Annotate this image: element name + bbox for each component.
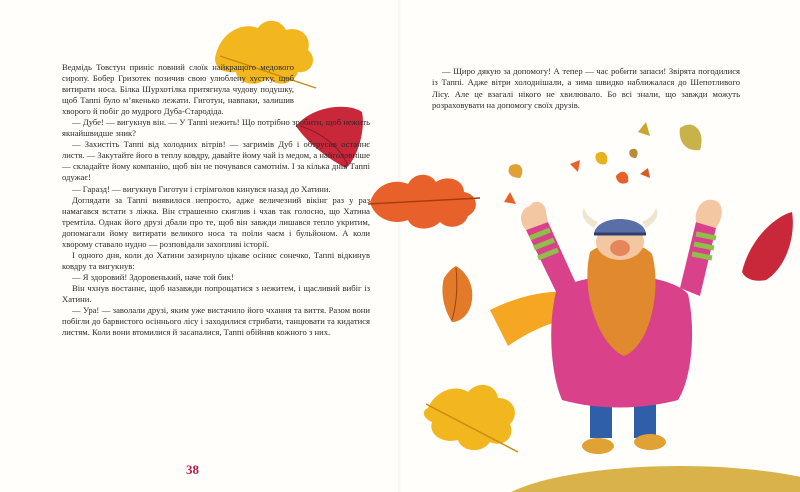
small-leaf-icon (638, 122, 650, 136)
paragraph: — Ура! — заволали друзі, яким уже вистачило його чхання та виття. Разом вони побігли до барвистого осіннього лісу і заходилися стрибати, танцювати та кидатися листям. Коли вони втомилися й засапалися, Таппі обійняв кожного з них. (62, 305, 370, 338)
boot-right (634, 434, 666, 450)
small-leaf-icon (640, 168, 650, 178)
paragraph: Ведмідь Товстун приніс повний слоїк найкращого медового сиропу. Бобер Гризотек позичив свою улюблену хустку, щоб витирати носа. Білка Шурхотілка притягнула чудову подушку, щоб Таппі було м’якенько лежати. Гиготун, навпаки, залишив хворого й побіг до мудрого Дуба-Стародіда. (62, 62, 294, 117)
paragraph: — Захистіть Таппі від холодних вітрів! — загримів Дуб і обтрусив останнє листя. — Закутайте його в теплу ковдру, давайте йому чай із медом, а найголовніше — складайте йому компанію, щоб він не почувався самотнім. І за кілька днів Таппі одужає! (62, 139, 370, 183)
small-leaf-icon (595, 152, 607, 164)
small-leaf-icon (508, 164, 522, 178)
right-page-text (432, 66, 740, 111)
arm-left (526, 222, 578, 300)
paragraph: Доглядати за Таппі виявилося непросто, адже величезний вікінг раз у раз намагався встати з ліжка. Він страшенно скиглив і чхав так голосно, що Хатина тремтіла. Однак його друзі дбали про те, щоб він завжди лишався тепло укритим, допомагали йому витирати великого носа та поїли чаєм і бульйоном. А коли хворому ставало нудно — розповідали захопливі історії. (62, 194, 370, 249)
small-leaf-icon (570, 160, 580, 172)
paragraph: І одного дня, коли до Хатини зазирнуло цікаве осіннє сонечко, Таппі відкинув ковдру та вигукнув: (62, 249, 370, 271)
small-leaf-icon (616, 172, 628, 184)
paragraph: — Щиро дякую за допомогу! А тепер — час робити запаси! Звірята погодилися із Таппі. Адже вітри холоднішали, а зима швидко наближалася до Шепотливого Лісу. Але це взагалі нікого не хвилювало. Бо всі знали, що завжди можуть розраховувати на допомогу своїх друзів. (432, 66, 740, 110)
viking-nose (610, 240, 630, 256)
leaf-red-right-icon (742, 212, 793, 281)
page-number: 38 (186, 462, 199, 477)
page-gutter (398, 0, 402, 492)
small-leaf-icon (680, 125, 702, 151)
paragraph: Він чхнув востаннє, щоб назавжди попрощатися з нежитем, і щасливий вибіг із Хатини. (62, 282, 370, 304)
small-leaf-icon (504, 192, 516, 204)
ground-hill (490, 466, 800, 492)
boot-left (582, 438, 614, 454)
left-page-text (62, 62, 370, 338)
paragraph: — Дубе! — вигукнув він. — У Таппі нежить! Що потрібно зробити, щоб нежить якнайшвидше зник? (62, 117, 370, 139)
paragraph: — Я здоровий! Здоровенький, наче той бик! (72, 271, 234, 282)
viking-illustration (430, 110, 800, 492)
viking-helmet-icon (594, 219, 646, 234)
helmet-horn-icon (642, 208, 658, 228)
paragraph: — Гаразд! — вигукнув Гиготун і стрімголов кинувся назад до Хатини. (72, 183, 331, 194)
small-leaf-icon (629, 149, 637, 158)
helmet-horn-icon (582, 208, 598, 228)
